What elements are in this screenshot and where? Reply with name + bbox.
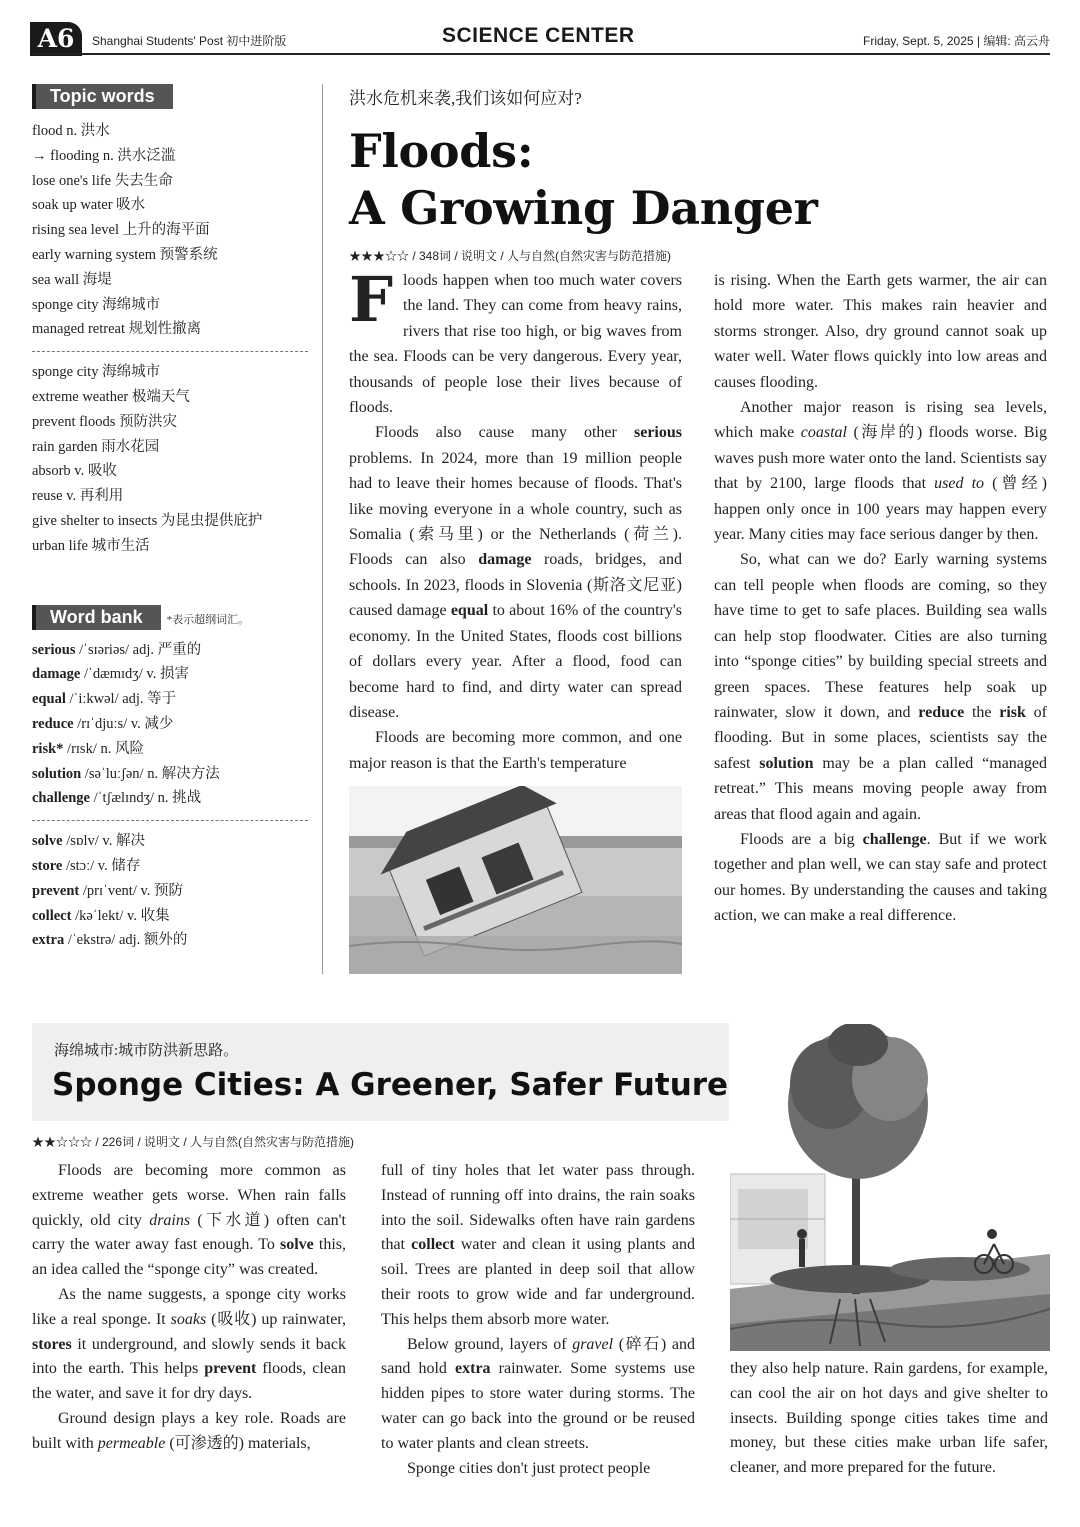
masthead — [30, 18, 1050, 58]
paragraph: Floods are becoming more common, and one major reason is that the Earth's temperature — [349, 729, 682, 772]
word-bank-entry: reduce /rɪˈdjuːs/ v. 减少 — [32, 715, 174, 732]
article2-column-1 — [32, 1159, 346, 1457]
paragraph: As the name suggests, a sponge city works like a real sponge. It soaks (吸收) up rainwater, stores it underground, and slowly sends it back into the earth. This helps prevent floods, clean the water, and save it for dry days. — [32, 1285, 347, 1403]
article1-headline: Floods: A Growing Danger — [349, 124, 818, 235]
issue-info: Friday, Sept. 5, 2025 | 编辑: 高云舟 — [863, 34, 1050, 48]
topic-word: managed retreat 规划性撤离 — [32, 321, 202, 338]
column-divider — [322, 84, 323, 974]
topic-words-label: Topic words — [32, 84, 173, 109]
word-bank-entry: challenge /ˈtʃælɪndʒ/ n. 挑战 — [32, 790, 202, 807]
topic-word: give shelter to insects 为昆虫提供庇护 — [32, 512, 263, 529]
word-bank-entry: damage /ˈdæmɪdʒ/ v. 损害 — [32, 666, 189, 683]
topic-words-list-1 — [32, 119, 310, 342]
topic-word: sea wall 海堤 — [32, 271, 112, 288]
sidebar — [32, 84, 310, 953]
word-bank-list-1 — [32, 638, 310, 812]
paragraph: Floods also cause many other serious problems. In 2024, more than 19 million people had to leave their homes because of floods. That's like moving everyone in a whole country, such as Somalia (索马里) or the Netherlands (荷兰). Floods can also damage roads, bridges, and schools. In 2023, floods in Slovenia (斯洛文尼亚) caused damage equal to about 16% of the country's economy. In the United States, floods cost billions of dollars every year. After a flood, food can become hard to find, and dirty water can spread disease. — [349, 424, 683, 721]
article2-kicker: 海绵城市:城市防洪新思路。 — [54, 1043, 239, 1059]
topic-word: absorb v. 吸收 — [32, 463, 117, 480]
topic-word: sponge city 海绵城市 — [32, 296, 161, 313]
dashed-divider — [32, 351, 308, 352]
topic-word: soak up water 吸水 — [32, 197, 146, 214]
paper-name: Shanghai Students' Post 初中进阶版 — [92, 34, 287, 48]
paragraph: full of tiny holes that let water pass through. Instead of running off into drains, the rain soaks into the soil. Sidewalks often have rain gardens that collect water and clean it using plants and soil. Trees are planted in deep soil that allow their roots to grow wide and far underground. This helps them absorb more water. — [381, 1162, 696, 1328]
topic-word: rain garden 雨水花园 — [32, 438, 160, 455]
article1-kicker: 洪水危机来袭,我们该如何应对? — [349, 89, 582, 108]
section-title: SCIENCE CENTER — [442, 24, 635, 47]
word-bank-list-2 — [32, 829, 310, 953]
topic-word: early warning system 预警系统 — [32, 246, 218, 263]
topic-word: → flooding n. 洪水泛滥 — [32, 147, 176, 164]
article2-column-3 — [730, 1357, 1048, 1481]
article1-column-1 — [349, 263, 683, 776]
topic-word: rising sea level 上升的海平面 — [32, 222, 210, 239]
header-divider — [30, 53, 1050, 55]
word-bank-entry: equal /ˈiːkwəl/ adj. 等于 — [32, 691, 177, 708]
word-bank-entry: collect /kəˈlekt/ v. 收集 — [32, 907, 170, 924]
article2-headline: Sponge Cities: A Greener, Safer Future — [52, 1067, 729, 1103]
article2-title-box — [32, 1023, 729, 1121]
paragraph: Sponge cities don't just protect people — [407, 1459, 651, 1477]
topic-word: prevent floods 预防洪灾 — [32, 413, 177, 430]
topic-word: flood n. 洪水 — [32, 123, 110, 139]
topic-word: sponge city 海绵城市 — [32, 364, 161, 381]
dashed-divider — [32, 820, 308, 821]
paragraph: Floods happen when too much water covers the land. They can come from heavy rains, rivers that rise too high, or big waves from the sea. Floods can be very dangerous. Every year, thousands of people lose their lives because of floods. — [349, 263, 682, 417]
topic-word: reuse v. 再利用 — [32, 488, 124, 505]
paragraph: Ground design plays a key role. Roads are built with permeable (可渗透的) materials, — [32, 1409, 346, 1452]
sponge-city-illustration — [730, 1024, 1050, 1351]
drop-cap: F — [349, 263, 394, 336]
paragraph: Below ground, layers of gravel (碎石) and sand hold extra rainwater. Some systems use hidden pipes to store water during storms. The water can go back into the ground or be reused to water plants and clean streets. — [381, 1335, 695, 1452]
word-bank-header — [32, 605, 310, 630]
article1-meta: ★★★☆☆ / 348词 / 说明文 / 人与自然(自然灾害与防范措施) — [349, 249, 672, 263]
paragraph: is rising. When the Earth gets warmer, the air can hold more water. This makes rain heavier and storms stronger. Also, dry ground cannot soak up water well. Water flows quickly into low areas and causes flooding. — [714, 272, 1047, 391]
word-bank-label: Word bank — [32, 605, 161, 630]
topic-word: lose one's life 失去生命 — [32, 172, 173, 189]
article1-column-2 — [714, 268, 1047, 929]
topic-words-list-2 — [32, 360, 310, 558]
topic-word: extreme weather 极端天气 — [32, 388, 190, 405]
paragraph: So, what can we do? Early warning systems can tell people when floods are coming, so they have time to get to safe places. Building sea walls can help stop floodwater. Cities are also turning into “sponge cities” by building special streets and green spaces. These features help soak up rainwater, slow it down, and reduce the risk of flooding. But in some places, scientists say the safest solution may be a plan called “managed retreat.” This means moving people away from areas that flood again and again. — [714, 551, 1048, 823]
flooded-house-photo — [349, 786, 682, 974]
article2-meta: ★★☆☆☆ / 226词 / 说明文 / 人与自然(自然灾害与防范措施) — [32, 1135, 355, 1149]
paragraph: they also help nature. Rain gardens, for example, can cool the air on hot days and give shelter to insects. Building sponge cities takes time and money, but these cities make urban life safer, cleaner, and more prepared for the future. — [730, 1360, 1048, 1477]
paragraph: Floods are becoming more common as extreme weather gets worse. When rain falls quickly, old city drains (下水道) often can't carry the water away fast enough. To solve this, an idea called the “sponge city” was created. — [32, 1162, 347, 1279]
word-bank-entry: serious /ˈsɪəriəs/ adj. 严重的 — [32, 641, 202, 658]
word-bank-note: *表示超纲词汇。 — [166, 613, 250, 626]
word-bank-entry: risk* /rɪsk/ n. 风险 — [32, 740, 144, 757]
word-bank-entry: solve /sɒlv/ v. 解决 — [32, 833, 145, 850]
article-floods — [349, 84, 1049, 264]
word-bank-entry: prevent /prɪˈvent/ v. 预防 — [32, 882, 184, 899]
article2-column-2 — [381, 1159, 695, 1481]
paragraph: Another major reason is rising sea levels, which make coastal (海岸的) floods worse. Big waves push more water onto the land. Scientists say that by 2100, large floods that used to (曾经) happen only once in 100 years may happen every year. Many cities may face serious danger by then. — [714, 399, 1047, 544]
page-number-badge: A6 — [30, 22, 82, 56]
word-bank-entry: store /stɔː/ v. 储存 — [32, 857, 141, 874]
word-bank-entry: extra /ˈekstrə/ adj. 额外的 — [32, 932, 188, 949]
word-bank-entry: solution /səˈluːʃən/ n. 解决方法 — [32, 765, 220, 782]
paragraph: Floods are a big challenge. But if we work together and plan well, we can stay safe and protect our homes. By understanding the causes and taking action, we can make a real difference. — [714, 830, 1047, 925]
topic-word: urban life 城市生活 — [32, 537, 150, 554]
